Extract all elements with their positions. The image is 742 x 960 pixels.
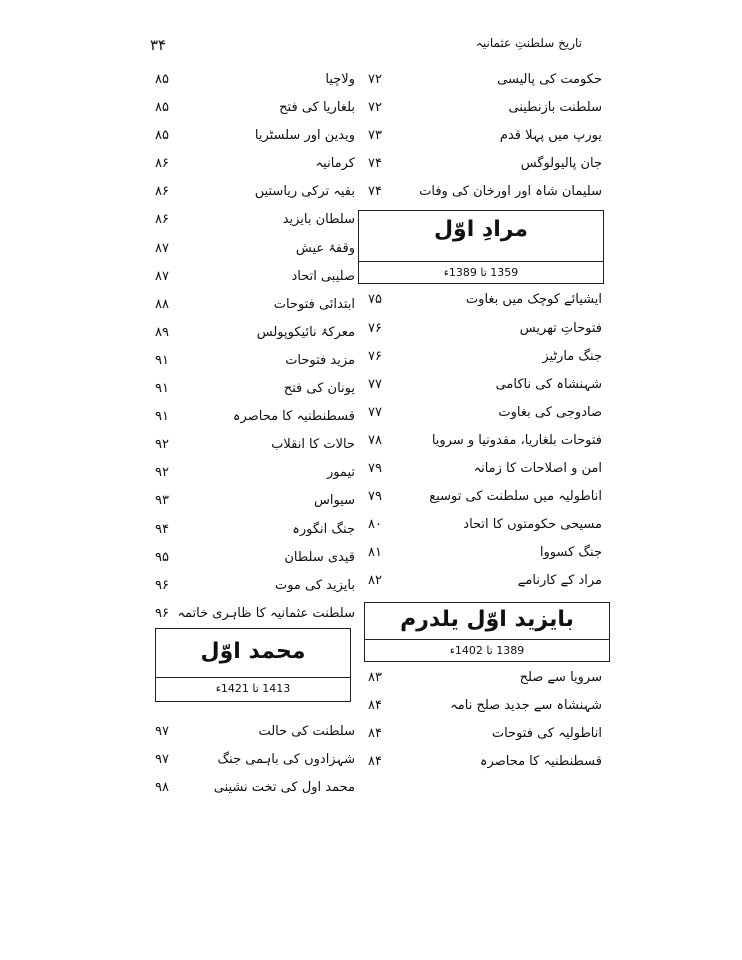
- toc-entry: [155, 600, 355, 628]
- toc-entry-page: ۷۲: [368, 72, 382, 87]
- toc-entry-page: ۸۴: [368, 725, 382, 741]
- toc-entry-page: ۷۷: [368, 404, 382, 420]
- toc-entry-page: ۷۹: [368, 461, 382, 477]
- toc-entry-title: سرویا سے صلح: [519, 669, 602, 685]
- toc-entry: [366, 178, 602, 206]
- toc-entry-title: ویدین اور سلسٹریا: [254, 128, 355, 144]
- toc-entry-page: ۸۶: [155, 156, 169, 172]
- toc-entry-page: ۸۲: [368, 573, 382, 589]
- toc-entry-title: وقفۂ عیش: [295, 240, 355, 256]
- toc-column-left: [155, 66, 355, 802]
- toc-entry: [155, 487, 355, 515]
- toc-entry-title: ایشیائے کوچک میں بغاوت: [465, 292, 602, 308]
- section-box-murad-awwal: [358, 210, 604, 284]
- section-divider: [365, 639, 609, 640]
- toc-column-right: [366, 66, 602, 776]
- toc-entry-title: حالات کا انقلاب: [271, 437, 355, 453]
- toc-entry-page: ۹۱: [155, 381, 169, 397]
- toc-entry: [155, 263, 355, 291]
- toc-entry: [155, 746, 355, 774]
- toc-entry-page: ۷۶: [368, 320, 382, 336]
- toc-entry: [155, 459, 355, 487]
- toc-entry: [366, 511, 602, 539]
- toc-entry-page: ۸۶: [155, 184, 169, 200]
- toc-entry-title: شہزادوں کی باہمی جنگ: [217, 751, 355, 767]
- toc-entry-title: قیدی سلطان: [284, 549, 355, 565]
- toc-entry-page: ۷۸: [368, 432, 382, 448]
- toc-entry-title: معرکۂ نائیکوپولس: [256, 324, 355, 340]
- toc-entry-page: ۸۵: [155, 128, 169, 144]
- toc-entry-title: جنگ مارٹیز: [542, 348, 602, 364]
- toc-entry-title: اناطولیہ میں سلطنت کی توسیع: [429, 489, 602, 505]
- toc-entry-title: فتوحات بلغاریا، مقدونیا و سرویا: [431, 432, 602, 448]
- toc-entry: [155, 572, 355, 600]
- toc-entry: [155, 94, 355, 122]
- toc-entry-title: امن و اصلاحات کا زمانہ: [473, 461, 602, 477]
- toc-entry: [366, 748, 602, 776]
- toc-entry-page: ۹۷: [155, 751, 169, 767]
- toc-entry: [155, 544, 355, 572]
- toc-group-1: [155, 66, 355, 628]
- toc-entry-page: ۸۹: [155, 324, 169, 340]
- toc-entry: [155, 206, 355, 234]
- toc-entry-page: ۸۶: [155, 212, 169, 228]
- toc-entry-page: ۹۵: [155, 549, 169, 565]
- toc-entry-title: قسطنطنیہ کا محاصرہ: [232, 409, 355, 425]
- toc-entry-title: سلطان بایزید: [282, 212, 355, 228]
- toc-entry: [155, 178, 355, 206]
- toc-entry-title: یونان کی فتح: [283, 381, 355, 397]
- section-title: محمد اوّل: [200, 638, 306, 664]
- toc-entry-page: ۹۶: [155, 605, 169, 621]
- toc-entry: [155, 774, 355, 802]
- toc-entry-title: ابتدائی فتوحات: [273, 296, 355, 312]
- toc-entry-title: شہنشاہ سے جدید صلح نامہ: [450, 697, 602, 713]
- section-divider: [359, 261, 603, 262]
- toc-entry-title: یورپ میں پہلا قدم: [499, 128, 602, 144]
- toc-entry-page: ۹۳: [155, 493, 169, 509]
- toc-entry: [155, 375, 355, 403]
- toc-entry: [366, 371, 602, 399]
- toc-entry: [366, 427, 602, 455]
- toc-entry: [155, 516, 355, 544]
- toc-entry-page: ۷۴: [368, 156, 382, 172]
- toc-entry-page: ۸۵: [155, 72, 169, 87]
- toc-entry-page: ۸۴: [368, 753, 382, 769]
- toc-entry-page: ۹۲: [155, 465, 169, 481]
- toc-entry: [155, 347, 355, 375]
- toc-entry-title: تیمور: [326, 465, 355, 481]
- section-title: بایزید اوّل یلدرم: [400, 606, 574, 632]
- toc-entry: [155, 291, 355, 319]
- toc-entry-title: حکومت کی پالیسی: [497, 72, 602, 87]
- toc-entry: [366, 664, 602, 692]
- toc-group-2: [155, 718, 355, 802]
- toc-entry-page: ۷۶: [368, 348, 382, 364]
- toc-entry-title: سیواس: [313, 493, 355, 509]
- toc-entry: [155, 66, 355, 94]
- toc-entry-title: ولاچیا: [325, 72, 355, 87]
- toc-entry: [366, 692, 602, 720]
- toc-entry: [155, 718, 355, 746]
- section-title: مرادِ اوّل: [433, 217, 529, 243]
- toc-entry-page: ۷۹: [368, 489, 382, 505]
- toc-entry-page: ۸۴: [368, 697, 382, 713]
- toc-entry: [366, 455, 602, 483]
- toc-entry: [366, 315, 602, 343]
- section-years: 1413 تا 1421ء: [215, 681, 291, 695]
- toc-entry: [366, 567, 602, 595]
- toc-entry-title: بلغاریا کی فتح: [279, 100, 355, 116]
- toc-entry: [366, 343, 602, 371]
- toc-entry: [155, 319, 355, 347]
- toc-entry-page: ۸۰: [368, 517, 382, 533]
- toc-entry: [155, 150, 355, 178]
- toc-group-1: [366, 66, 602, 206]
- toc-entry-page: ۷۵: [368, 292, 382, 308]
- toc-entry-title: سلطنت عثمانیہ کا ظاہری خاتمہ: [177, 605, 355, 621]
- toc-entry: [366, 150, 602, 178]
- toc-entry: [366, 720, 602, 748]
- section-slot-muhammad: [155, 628, 355, 718]
- toc-entry: [155, 122, 355, 150]
- toc-entry-page: ۸۸: [155, 296, 169, 312]
- toc-entry-page: ۸۷: [155, 268, 169, 284]
- toc-entry-title: اناطولیہ کی فتوحات: [491, 725, 602, 741]
- toc-entry-title: جنگ انگورہ: [292, 521, 355, 537]
- toc-entry-title: سلیمان شاہ اور اورخان کی وفات: [419, 184, 602, 200]
- section-slot-murad: [366, 206, 602, 286]
- toc-group-2: [366, 286, 602, 595]
- section-years: 1359 تا 1389ء: [443, 266, 519, 280]
- section-slot-bayezid: [366, 596, 602, 664]
- toc-entry-page: ۷۴: [368, 184, 382, 200]
- toc-entry-page: ۸۵: [155, 100, 169, 116]
- toc-entry-title: صلیبی اتحاد: [291, 268, 355, 284]
- toc-entry: [155, 235, 355, 263]
- toc-entry-title: محمد اول کی تخت نشینی: [213, 780, 355, 796]
- toc-entry: [155, 403, 355, 431]
- toc-entry-page: ۸۷: [155, 240, 169, 256]
- toc-entry-page: ۹۱: [155, 409, 169, 425]
- toc-entry-title: قسطنطنیہ کا محاصرہ: [479, 753, 602, 769]
- toc-entry-title: سلطنت کی حالت: [258, 723, 355, 739]
- section-divider: [156, 677, 350, 678]
- toc-entry: [366, 483, 602, 511]
- toc-entry: [366, 399, 602, 427]
- toc-entry-page: ۹۲: [155, 437, 169, 453]
- toc-entry: [366, 286, 602, 314]
- toc-entry-title: بایزید کی موت: [274, 577, 355, 593]
- running-title: تاریخ سلطنتِ عثمانیہ: [475, 36, 582, 50]
- toc-entry-title: فتوحاتِ تھریس: [519, 320, 602, 336]
- toc-entry-title: مراد کے کارنامے: [517, 573, 602, 589]
- section-box-muhammad-awwal: [155, 628, 351, 702]
- toc-entry-page: ۷۲: [368, 100, 382, 116]
- toc-entry-title: صادوجی کی بغاوت: [498, 404, 602, 420]
- toc-entry-page: ۸۳: [368, 669, 382, 685]
- toc-entry: [366, 539, 602, 567]
- toc-entry-title: سلطنت بازنطینی: [508, 100, 602, 116]
- toc-entry-title: مسیحی حکومتوں کا اتحاد: [463, 517, 602, 533]
- toc-entry: [366, 94, 602, 122]
- toc-entry-title: کرمانیہ: [315, 156, 355, 172]
- toc-entry-page: ۷۷: [368, 376, 382, 392]
- toc-entry: [366, 66, 602, 94]
- toc-entry-title: جنگ کسووا: [539, 545, 602, 561]
- toc-entry-page: ۹۶: [155, 577, 169, 593]
- page-number: ۳۴: [150, 36, 167, 54]
- toc-entry-page: ۹۷: [155, 723, 169, 739]
- toc-entry-title: مزید فتوحات: [285, 352, 355, 368]
- toc-group-3: [366, 664, 602, 776]
- toc-entry-page: ۹۱: [155, 352, 169, 368]
- toc-entry: [155, 431, 355, 459]
- section-years: 1389 تا 1402ء: [449, 643, 525, 657]
- toc-entry-page: ۹۴: [155, 521, 169, 537]
- toc-entry-title: جان پالیولوگس: [520, 156, 602, 172]
- toc-entry: [366, 122, 602, 150]
- toc-entry-title: شہنشاہ کی ناکامی: [495, 376, 602, 392]
- toc-entry-title: بقیہ ترکی ریاستیں: [254, 184, 355, 200]
- toc-entry-page: ۷۳: [368, 128, 382, 144]
- section-box-bayezid-yildirim: [364, 602, 610, 662]
- toc-entry-page: ۸۱: [368, 545, 382, 561]
- toc-entry-page: ۹۸: [155, 780, 169, 796]
